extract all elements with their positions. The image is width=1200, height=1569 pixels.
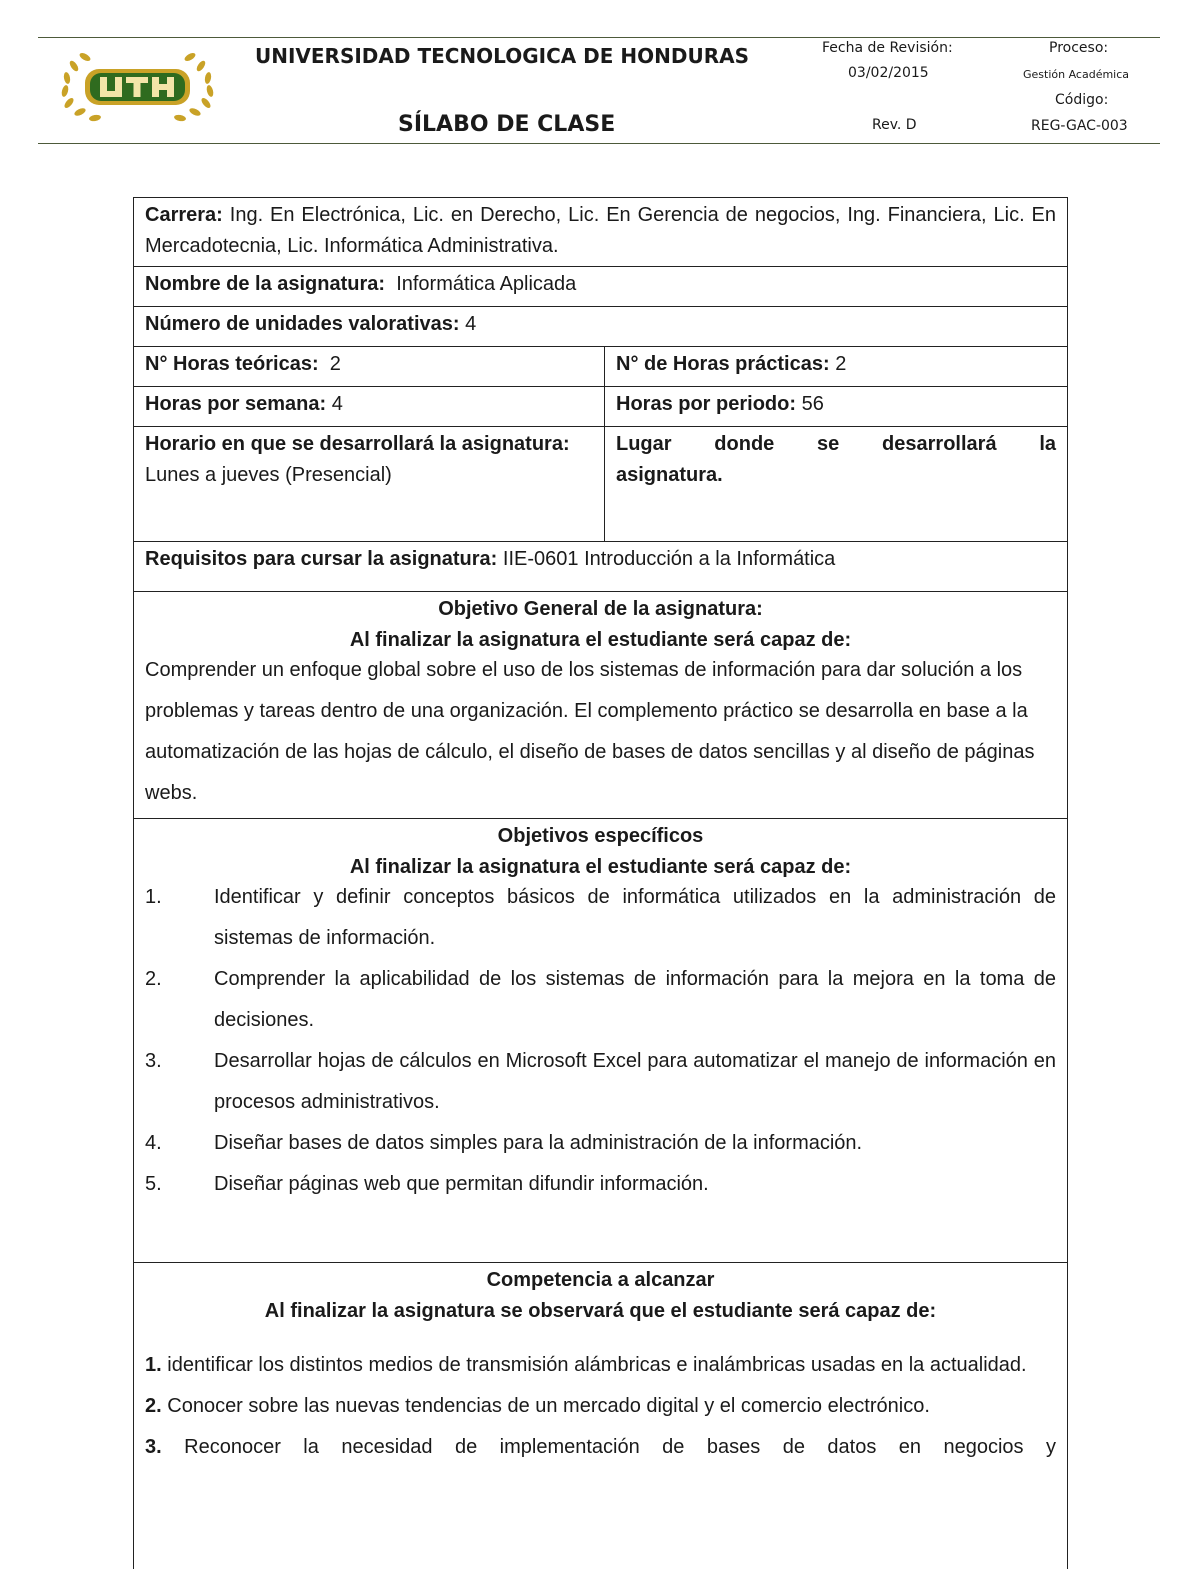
- cell-horas-semana: [134, 387, 605, 427]
- horario-label: Horario en que se desarrollará la asignatura:: [145, 429, 593, 460]
- item-text: identificar los distintos medios de transmisión alámbricas e inalámbricas usadas en la actualidad.: [167, 1354, 1026, 1376]
- row-horas-1: [134, 347, 1068, 387]
- university-name: UNIVERSIDAD TECNOLOGICA DE HONDURAS: [255, 44, 749, 68]
- item-text: Diseñar páginas web que permitan difundir información.: [214, 1164, 1056, 1205]
- obj-general-title: Objetivo General de la asignatura:: [145, 594, 1056, 625]
- code-label: Código:: [1055, 92, 1108, 108]
- row-competencias: [134, 1263, 1068, 1569]
- item-number: 1.: [145, 1354, 162, 1376]
- header-top-rule: [38, 37, 1160, 38]
- item-text: Desarrollar hojas de cálculos en Microsoft Excel para automatizar el manejo de información en procesos administrativos.: [214, 1041, 1056, 1123]
- horario-value: Lunes a jueves (Presencial): [145, 464, 392, 486]
- obj-esp-subtitle: Al finalizar la asignatura el estudiante será capaz de:: [145, 852, 1056, 883]
- cell-unidades: [134, 307, 1068, 347]
- item-text: Diseñar bases de datos simples para la administración de la información.: [214, 1123, 1056, 1164]
- header-bottom-rule: [38, 143, 1160, 144]
- obj-esp-list: [145, 877, 1056, 1205]
- row-carrera: [134, 198, 1068, 267]
- item-number: 3.: [145, 1041, 214, 1123]
- code-value: REG-GAC-003: [1031, 118, 1128, 134]
- list-item: [145, 959, 1056, 1041]
- hp-value: 2: [835, 353, 846, 375]
- revision-date-label: Fecha de Revisión:: [822, 40, 953, 56]
- row-asignatura: [134, 267, 1068, 307]
- req-label: Requisitos para cursar la asignatura:: [145, 548, 497, 570]
- revision-date: 03/02/2015: [848, 65, 929, 81]
- item-number: 1.: [145, 877, 214, 959]
- asignatura-value: Informática Aplicada: [396, 273, 576, 295]
- item-number: 4.: [145, 1123, 214, 1164]
- cell-objetivos-especificos: [134, 819, 1068, 1263]
- item-number: 2.: [145, 959, 214, 1041]
- process-value: Gestión Académica: [1023, 68, 1129, 81]
- row-horas-2: [134, 387, 1068, 427]
- cell-horas-teoricas: [134, 347, 605, 387]
- uth-logo-icon: [55, 45, 220, 127]
- comp-subtitle: Al finalizar la asignatura se observará que el estudiante será capaz de:: [145, 1296, 1056, 1327]
- cell-carrera: [134, 198, 1068, 267]
- obj-general-text: Comprender un enfoque global sobre el uso de los sistemas de información para dar solución a los problemas y tareas dentro de una organización. El complemento práctico se desarrolla en base a la automatización de las hojas de cálculo, el diseño de bases de datos sencillas y al diseño de páginas webs.: [145, 650, 1056, 814]
- document-title: SÍLABO DE CLASE: [398, 112, 615, 137]
- process-label: Proceso:: [1049, 40, 1108, 56]
- row-unidades: [134, 307, 1068, 347]
- row-objetivo-general: [134, 592, 1068, 819]
- req-value: IIE-0601 Introducción a la Informática: [503, 548, 835, 570]
- cell-horas-periodo: [605, 387, 1068, 427]
- cell-competencias: [134, 1263, 1068, 1569]
- list-item: [145, 877, 1056, 959]
- item-text: Identificar y definir conceptos básicos de informática utilizados en la administración de sistemas de información.: [214, 877, 1056, 959]
- item-text: Conocer sobre las nuevas tendencias de un mercado digital y el comercio electrónico.: [167, 1395, 930, 1417]
- row-requisitos: [134, 542, 1068, 592]
- lugar-label: Lugar donde se desarrollará la asignatura.: [616, 429, 1056, 491]
- row-objetivos-especificos: [134, 819, 1068, 1263]
- item-text: Comprender la aplicabilidad de los sistemas de información para la mejora en la toma de decisiones.: [214, 959, 1056, 1041]
- item-text: Reconocer la necesidad de implementación de bases de datos en negocios y: [184, 1436, 1056, 1458]
- cell-lugar: [605, 427, 1068, 542]
- item-number: 3.: [145, 1436, 162, 1458]
- revision-number: Rev. D: [872, 117, 917, 133]
- cell-objetivo-general: [134, 592, 1068, 819]
- ht-label: N° Horas teóricas:: [145, 353, 319, 375]
- ht-value: 2: [330, 353, 341, 375]
- comp-title: Competencia a alcanzar: [145, 1265, 1056, 1296]
- hper-value: 56: [802, 393, 824, 415]
- obj-general-subtitle: Al finalizar la asignatura el estudiante será capaz de:: [145, 625, 1056, 656]
- list-item: [145, 1427, 1056, 1468]
- list-item: [145, 1164, 1056, 1205]
- cell-horario: [134, 427, 605, 542]
- hs-value: 4: [332, 393, 343, 415]
- cell-horas-practicas: [605, 347, 1068, 387]
- carrera-value: Ing. En Electrónica, Lic. en Derecho, Lic. En Gerencia de negocios, Ing. Financiera, Lic. En Mercadotecnia, Lic. Informática Administrativa.: [145, 204, 1056, 257]
- uv-value: 4: [465, 313, 476, 335]
- asignatura-label: Nombre de la asignatura:: [145, 273, 385, 295]
- syllabus-table: [133, 197, 1068, 1569]
- row-horario-lugar: [134, 427, 1068, 542]
- list-item: [145, 1041, 1056, 1123]
- list-item: [145, 1386, 1056, 1427]
- obj-esp-title: Objetivos específicos: [145, 821, 1056, 852]
- cell-requisitos: [134, 542, 1068, 592]
- hs-label: Horas por semana:: [145, 393, 326, 415]
- list-item: [145, 1345, 1056, 1386]
- hper-label: Horas por periodo:: [616, 393, 796, 415]
- list-item: [145, 1123, 1056, 1164]
- uv-label: Número de unidades valorativas:: [145, 313, 460, 335]
- hp-label: N° de Horas prácticas:: [616, 353, 830, 375]
- cell-asignatura: [134, 267, 1068, 307]
- carrera-label: Carrera:: [145, 204, 223, 226]
- item-number: 5.: [145, 1164, 214, 1205]
- item-number: 2.: [145, 1395, 162, 1417]
